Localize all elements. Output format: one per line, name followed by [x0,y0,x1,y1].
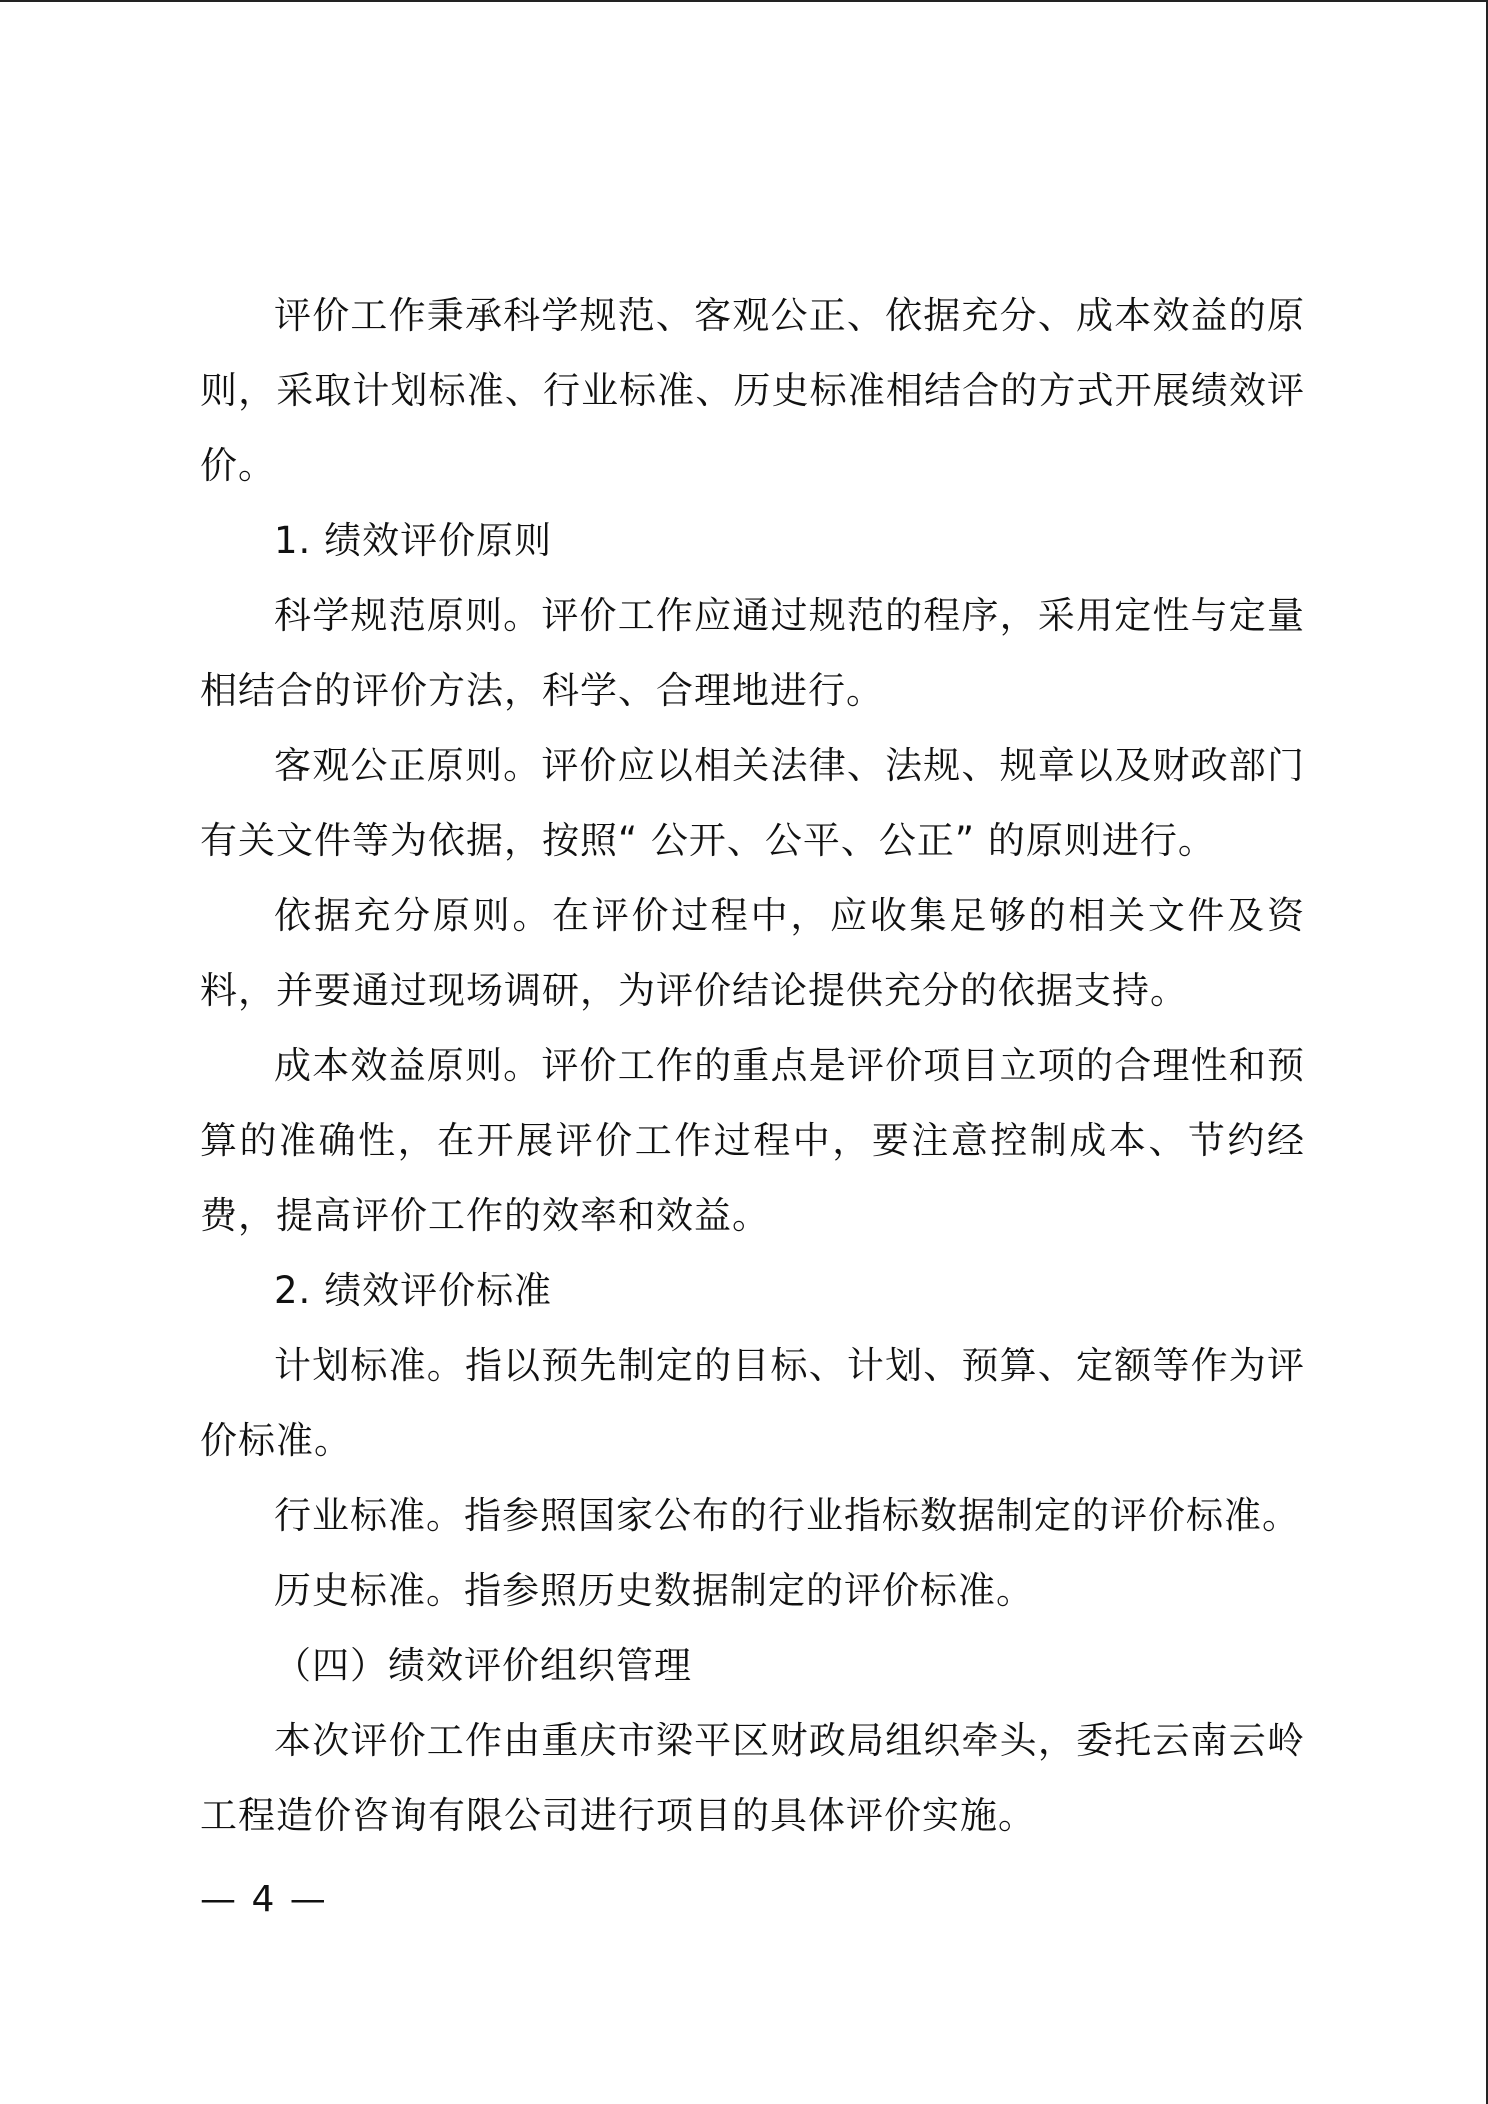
paragraph-industry-standard: 行业标准。指参照国家公布的行业指标数据制定的评价标准。 [274,1494,1300,1537]
paragraph-cost-benefit-principle: 成本效益原则。评价工作的重点是评价项目立项的合理性和预算的准确性，在开展评价工作过程中，要注意控制成本、节约经费，提高评价工作的效率和效益。 [200,1044,1305,1237]
document-body [200,278,1305,1853]
paragraph-historical-standard: 历史标准。指参照历史数据制定的评价标准。 [274,1569,1034,1612]
paragraph-evaluation-overview: 评价工作秉承科学规范、客观公正、依据充分、成本效益的原则，采取计划标准、行业标准、历史标准相结合的方式开展绩效评价。 [200,294,1305,487]
paragraph-scientific-principle: 科学规范原则。评价工作应通过规范的程序，采用定性与定量相结合的评价方法，科学、合理地进行。 [200,594,1305,712]
page-number: — 4 — [200,1879,328,1920]
paragraph-organization-detail: 本次评价工作由重庆市梁平区财政局组织牵头，委托云南云岭工程造价咨询有限公司进行项目的具体评价实施。 [200,1719,1305,1837]
heading-organization-management: （四）绩效评价组织管理 [274,1644,692,1687]
paragraph-evidence-principle: 依据充分原则。在评价过程中，应收集足够的相关文件及资料，并要通过现场调研，为评价结论提供充分的依据支持。 [200,894,1305,1012]
heading-evaluation-principles: 1. 绩效评价原则 [274,519,553,562]
paragraph-plan-standard: 计划标准。指以预先制定的目标、计划、预算、定额等作为评价标准。 [200,1344,1305,1462]
paragraph-objective-principle: 客观公正原则。评价应以相关法律、法规、规章以及财政部门有关文件等为依据，按照“ 公开、公平、公正” 的原则进行。 [200,744,1305,862]
heading-evaluation-standards: 2. 绩效评价标准 [274,1269,553,1312]
